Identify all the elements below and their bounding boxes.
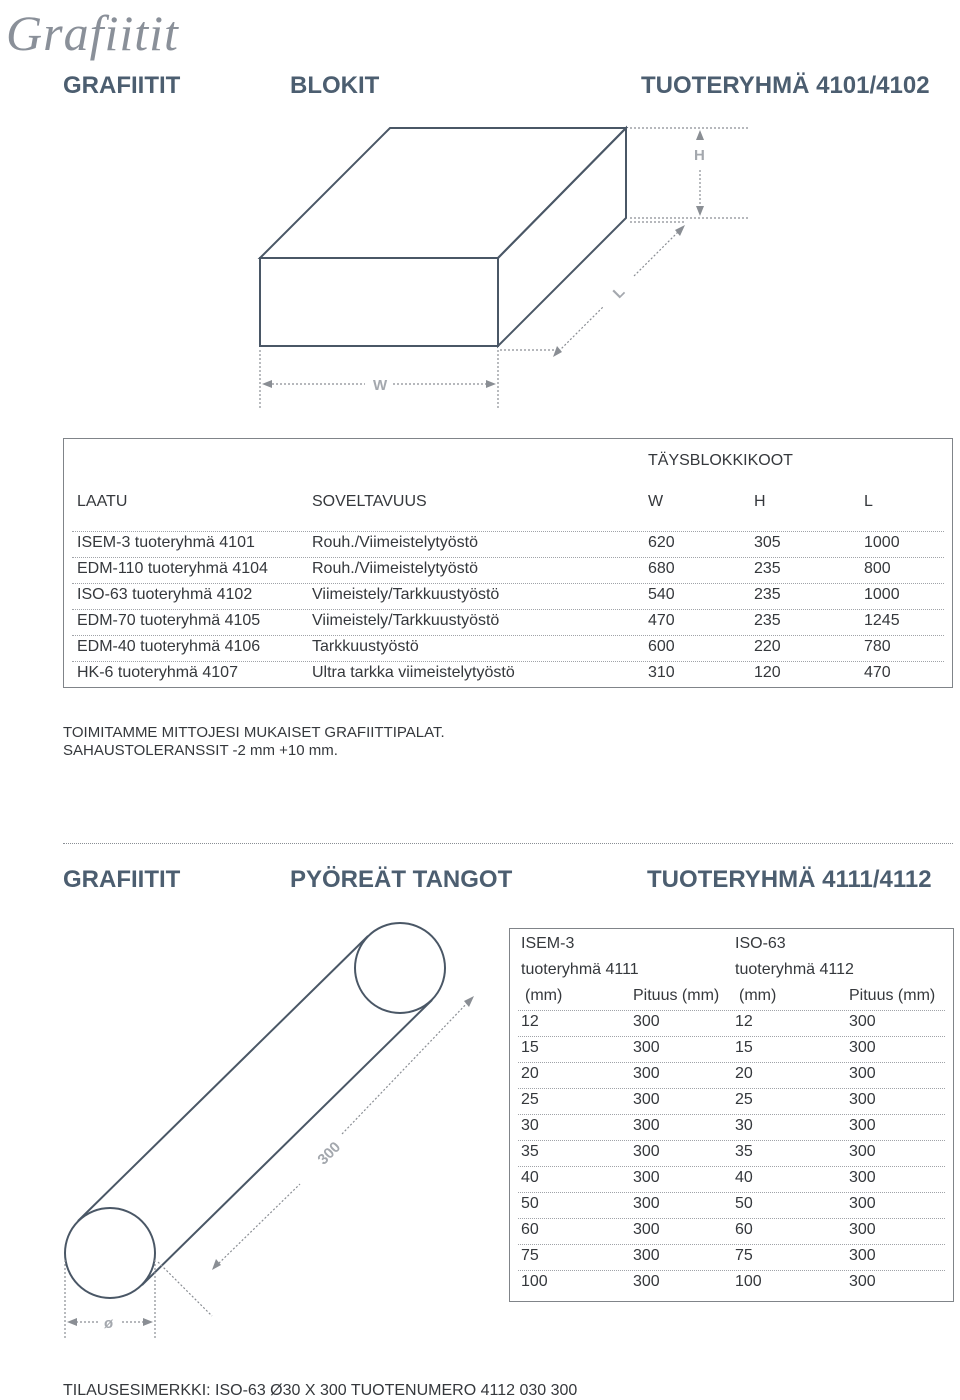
block-top-face — [260, 128, 626, 258]
rod-row-2-l1: 300 — [633, 1065, 660, 1082]
table-row-2-laatu: ISO-63 tuoteryhmä 4102 — [77, 586, 253, 603]
tolerance-note: SAHAUSTOLERANSSIT -2 mm +10 mm. — [63, 742, 338, 759]
rod-length-label: 300 — [314, 1138, 345, 1169]
rod-row-10-l2: 300 — [849, 1273, 876, 1290]
group1-name: ISEM-3 — [521, 935, 575, 952]
rod-row-1-d1: 15 — [521, 1039, 539, 1056]
header-length-1: Pituus (mm) — [633, 987, 720, 1004]
rod-row-5-d2: 35 — [735, 1143, 753, 1160]
rod-row-3-l2: 300 — [849, 1091, 876, 1108]
table-row-3-laatu: EDM-70 tuoteryhmä 4105 — [77, 612, 261, 629]
width-label: W — [373, 377, 388, 394]
rod-row-5-l1: 300 — [633, 1143, 660, 1160]
section1-brand: GRAFIITIT — [63, 72, 181, 99]
group2-name: ISO-63 — [735, 935, 786, 952]
rod-row-9-d2: 75 — [735, 1247, 753, 1264]
rod-row-7-d2: 50 — [735, 1195, 753, 1212]
table-row-4-laatu: EDM-40 tuoteryhmä 4106 — [77, 638, 261, 655]
rods-table — [509, 928, 954, 1302]
table-row-0-w: 620 — [648, 534, 675, 551]
table-row-5-w: 310 — [648, 664, 675, 681]
header-h: H — [754, 493, 766, 510]
table-row-5-soveltavuus: Ultra tarkka viimeistelytyöstö — [312, 664, 515, 681]
rod-row-0-l2: 300 — [849, 1013, 876, 1030]
table-row-3-w: 470 — [648, 612, 675, 629]
rod-row-7-l2: 300 — [849, 1195, 876, 1212]
table-row-0-laatu: ISEM-3 tuoteryhmä 4101 — [77, 534, 255, 551]
rod-end-face — [65, 1208, 155, 1298]
header-length-2: Pituus (mm) — [849, 987, 936, 1004]
table-row-2-w: 540 — [648, 586, 675, 603]
table-row-3-l: 1245 — [864, 612, 900, 629]
table-row-0-soveltavuus: Rouh./Viimeistelytyöstö — [312, 534, 478, 551]
section2-product-group: TUOTERYHMÄ 4111/4112 — [647, 866, 932, 893]
table-row-4-soveltavuus: Tarkkuustyöstö — [312, 638, 419, 655]
rod-row-9-l1: 300 — [633, 1247, 660, 1264]
rod-row-1-l2: 300 — [849, 1039, 876, 1056]
table-row-3-h: 235 — [754, 612, 781, 629]
order-example: TILAUSESIMERKKI: ISO-63 Ø30 X 300 TUOTENUMERO 4112 030 300 — [63, 1382, 578, 1399]
rod-diameter-label: ø — [104, 1315, 114, 1332]
rod-row-2-l2: 300 — [849, 1065, 876, 1082]
rod-row-0-d1: 12 — [521, 1013, 539, 1030]
rod-row-4-d1: 30 — [521, 1117, 539, 1134]
table-row-1-w: 680 — [648, 560, 675, 577]
table-row-1-laatu: EDM-110 tuoteryhmä 4104 — [77, 560, 268, 577]
rod-row-10-l1: 300 — [633, 1273, 660, 1290]
section1-title: BLOKIT — [290, 72, 380, 99]
rod-row-9-d1: 75 — [521, 1247, 539, 1264]
custom-size-note: TOIMITAMME MITTOJESI MUKAISET GRAFIITTIPALAT. — [63, 724, 445, 741]
header-laatu: LAATU — [77, 493, 128, 510]
rod-row-7-l1: 300 — [633, 1195, 660, 1212]
table-row-4-h: 220 — [754, 638, 781, 655]
table-row-1-soveltavuus: Rouh./Viimeistelytyöstö — [312, 560, 478, 577]
rod-row-2-d2: 20 — [735, 1065, 753, 1082]
rod-row-5-l2: 300 — [849, 1143, 876, 1160]
header-soveltavuus: SOVELTAVUUS — [312, 493, 427, 510]
table-row-1-h: 235 — [754, 560, 781, 577]
table-group-header: TÄYSBLOKKIKOOT — [648, 452, 793, 469]
header-l: L — [864, 493, 873, 510]
rod-row-6-l1: 300 — [633, 1169, 660, 1186]
length-label: L — [609, 283, 629, 302]
table-row-0-h: 305 — [754, 534, 781, 551]
rod-row-3-l1: 300 — [633, 1091, 660, 1108]
block-diagram — [0, 0, 960, 430]
rod-row-0-d2: 12 — [735, 1013, 753, 1030]
rod-far-end — [355, 923, 445, 1013]
table-row-2-h: 235 — [754, 586, 781, 603]
rod-row-4-d2: 30 — [735, 1117, 753, 1134]
group1-product-group: tuoteryhmä 4111 — [521, 961, 639, 978]
rod-row-5-d1: 35 — [521, 1143, 539, 1160]
rod-row-8-l1: 300 — [633, 1221, 660, 1238]
rod-row-10-d1: 100 — [521, 1273, 548, 1290]
section-divider — [63, 843, 953, 844]
table-row-5-laatu: HK-6 tuoteryhmä 4107 — [77, 664, 238, 681]
group2-product-group: tuoteryhmä 4112 — [735, 961, 854, 978]
header-diameter-2: (mm) — [739, 987, 777, 1004]
section2-brand: GRAFIITIT — [63, 866, 181, 893]
table-row-1-l: 800 — [864, 560, 891, 577]
brand-logo: Grafiitit — [6, 5, 179, 61]
table-row-4-w: 600 — [648, 638, 675, 655]
rod-row-8-d1: 60 — [521, 1221, 539, 1238]
rod-row-1-l1: 300 — [633, 1039, 660, 1056]
rod-row-1-d2: 15 — [735, 1039, 753, 1056]
rod-row-10-d2: 100 — [735, 1273, 762, 1290]
rod-row-3-d2: 25 — [735, 1091, 753, 1108]
section2-title: PYÖREÄT TANGOT — [290, 866, 513, 893]
rod-row-7-d1: 50 — [521, 1195, 539, 1212]
table-row-5-l: 470 — [864, 664, 891, 681]
rod-row-4-l2: 300 — [849, 1117, 876, 1134]
table-row-3-soveltavuus: Viimeistely/Tarkkuustyöstö — [312, 612, 500, 629]
rod-row-8-l2: 300 — [849, 1221, 876, 1238]
table-row-4-l: 780 — [864, 638, 891, 655]
rod-row-6-d1: 40 — [521, 1169, 539, 1186]
table-row-2-soveltavuus: Viimeistely/Tarkkuustyöstö — [312, 586, 500, 603]
rod-row-6-d2: 40 — [735, 1169, 753, 1186]
header-diameter-1: (mm) — [525, 987, 563, 1004]
block-front-face — [260, 258, 498, 346]
section1-product-group: TUOTERYHMÄ 4101/4102 — [641, 72, 930, 99]
table-row-5-h: 120 — [754, 664, 781, 681]
rod-row-2-d1: 20 — [521, 1065, 539, 1082]
rod-row-3-d1: 25 — [521, 1091, 539, 1108]
rod-row-0-l1: 300 — [633, 1013, 660, 1030]
header-w: W — [648, 493, 664, 510]
height-label: H — [694, 147, 705, 164]
block-side-face — [498, 128, 626, 346]
rod-row-6-l2: 300 — [849, 1169, 876, 1186]
rod-row-9-l2: 300 — [849, 1247, 876, 1264]
table-row-2-l: 1000 — [864, 586, 900, 603]
rod-row-8-d2: 60 — [735, 1221, 753, 1238]
table-row-0-l: 1000 — [864, 534, 900, 551]
rod-row-4-l1: 300 — [633, 1117, 660, 1134]
blocks-table — [63, 438, 953, 688]
